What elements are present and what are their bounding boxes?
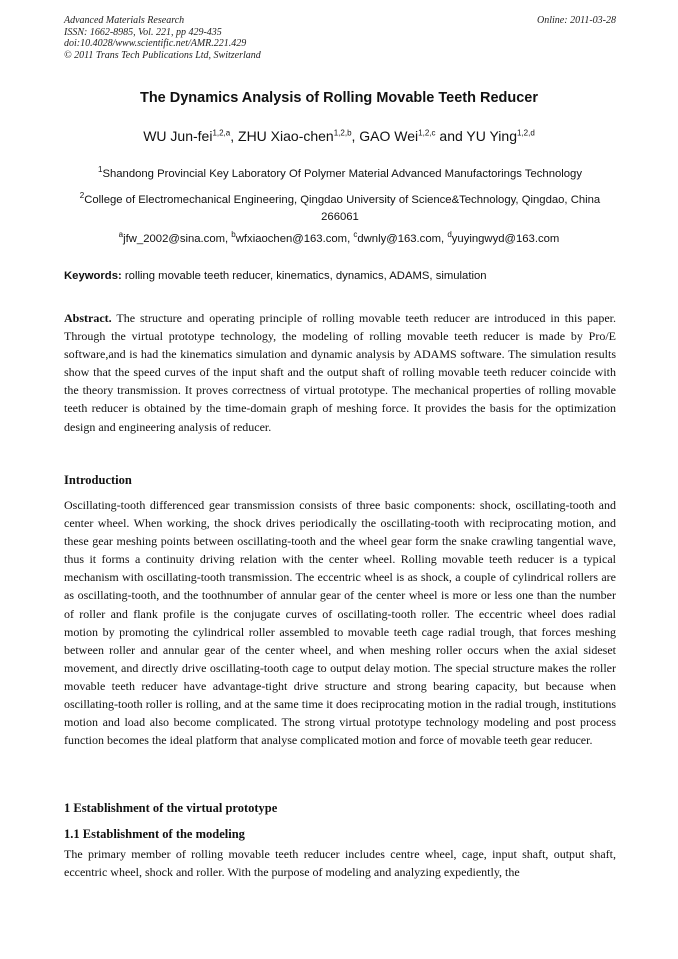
abstract <box>64 309 616 436</box>
keywords-label: Keywords: <box>64 270 122 282</box>
email-list <box>0 230 678 245</box>
affiliation-text: College of Electromechanical Engineering, Qingdao University of Science&Technology, Qingdao, China 266061 <box>84 194 601 223</box>
author-sup: 1,2,b <box>333 128 352 138</box>
keywords <box>64 270 616 282</box>
affiliation-text: Shandong Provincial Key Laboratory Of Polymer Material Advanced Manufactorings Technology <box>102 168 582 180</box>
abstract-text: The structure and operating principle of rolling movable teeth reducer are introduced in this paper. Through the virtual prototype technology, the modeling of rolling movable teeth reducer is made by Pro/E software,and is had the kinematics simulation and dynamic analysis by ADAMS software. The simulation results show that the speed curves of the input shaft and the output shaft of rolling movable teeth reducer coincide with the theory transmission. It proves correctness of virtual prototype. The mechanical properties of rolling movable teeth reducer is obtained by the time-domain graph of meshing force. It provides the basis for the optimization design and engineering analysis of reducer. <box>64 311 616 434</box>
journal-header <box>64 15 616 61</box>
author-name: YU Ying <box>466 128 517 144</box>
affiliation-sup: 2 <box>79 191 85 201</box>
online-date: Online: 2011-03-28 <box>537 15 616 26</box>
email: dwnly@163.com, <box>357 233 448 245</box>
email-sup: d <box>447 230 452 240</box>
email: jfw_2002@sina.com, <box>123 233 232 245</box>
copyright-line: © 2011 Trans Tech Publications Ltd, Switzerland <box>64 49 261 61</box>
author <box>359 128 466 144</box>
email-sup: b <box>231 230 236 240</box>
email: wfxiaochen@163.com, <box>235 233 354 245</box>
author-sup: 1,2,d <box>517 128 535 138</box>
issn-line: ISSN: 1662-8985, Vol. 221, pp 429-435 <box>64 26 222 38</box>
section-heading-introduction: Introduction <box>64 473 132 487</box>
author <box>466 128 534 144</box>
doi-line: doi:10.4028/www.scientific.net/AMR.221.429 <box>64 38 247 49</box>
author-name: ZHU Xiao-chen <box>238 128 334 144</box>
affiliation <box>64 166 616 183</box>
author-sep: and <box>435 128 467 144</box>
author-sup: 1,2,c <box>418 128 436 138</box>
author-sep: , <box>351 128 360 144</box>
affiliation <box>64 192 616 226</box>
affiliation-sup: 1 <box>97 165 103 175</box>
section-heading-1: 1 Establishment of the virtual prototype <box>64 801 278 815</box>
author-sup: 1,2,a <box>212 128 231 138</box>
abstract-label: Abstract. <box>64 311 112 325</box>
author <box>143 128 238 144</box>
email-sup: c <box>353 230 358 240</box>
author <box>238 128 359 144</box>
journal-name: Advanced Materials Research <box>64 15 185 26</box>
section-heading-1-1: 1.1 Establishment of the modeling <box>64 827 245 841</box>
paper-title: The Dynamics Analysis of Rolling Movable Teeth Reducer <box>139 90 539 106</box>
author-name: WU Jun-fei <box>143 128 213 144</box>
keywords-text: rolling movable teeth reducer, kinematics, dynamics, ADAMS, simulation <box>121 270 487 282</box>
author-sep: , <box>230 128 239 144</box>
author-name: GAO Wei <box>359 128 419 144</box>
email-sup: a <box>118 230 124 240</box>
author-list <box>0 128 678 144</box>
section-1-1-text: The primary member of rolling movable teeth reducer includes centre wheel, cage, input shaft, output shaft, eccentric wheel, shock and roller. With the purpose of modeling and analyzing expediently, the <box>64 847 616 880</box>
introduction-text: Oscillating-tooth differenced gear transmission consists of three basic components: shock, oscillating-tooth and center wheel. When working, the shock drives periodically the oscillating-tooth with reciprocating motion, and these gear meshing points between oscillating-tooth and the wheel gear form the snake crawling tangential wave, thus it forms a continuity driving relation with the center wheel. Rolling movable teeth reducer is a typical mechanism with oscillating-tooth transmission. The eccentric wheel is as shock, a couple of cylindrical rollers are as oscillating-tooth, and the toothnumber of annular gear of the center wheel is more or less one than the number of roller and flank profile is the conjugate curves of oscillating-tooth roller. The eccentric wheel does radial motion by promoting the cylindrical roller assembled to movable teeth cage radial trough, that forces meshing between roller and annular gear of the center wheel, and when meshing roller occurs when the axial sideset movement, and directly drive oscillating-tooth cage to output delay motion. The special structure makes the roller movable teeth reducer have advantage-tight drive structure and strong bearing capacity, but because when oscillating-tooth roller is rolling, and at the same time it does reciprocating motion in the radial trough, institutions motion and load also become complicated. The strong virtual prototype technology modeling and post process function becomes the ideal platform that analyse complicated motion and force of movable teeth gear reducer. <box>64 498 616 748</box>
email: yuyingwyd@163.com <box>451 233 560 245</box>
